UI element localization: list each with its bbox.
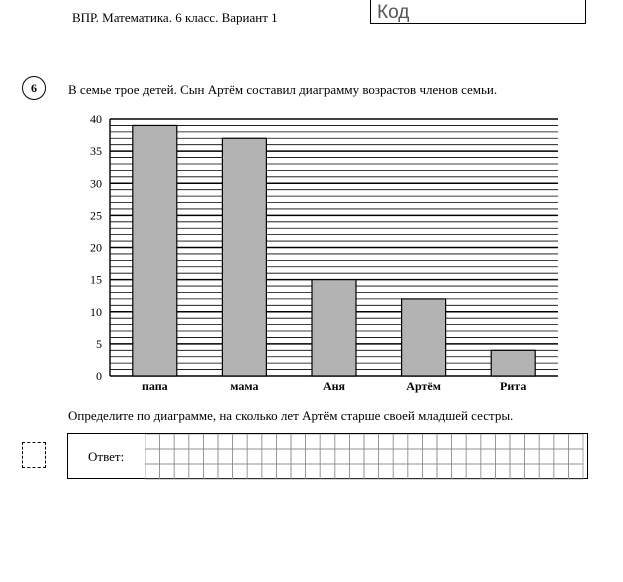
answer-cell[interactable]	[320, 434, 335, 449]
answer-cell[interactable]	[466, 464, 481, 479]
answer-cell[interactable]	[174, 449, 189, 464]
answer-cell[interactable]	[189, 449, 204, 464]
answer-cell[interactable]	[262, 464, 277, 479]
answer-cell[interactable]	[495, 449, 510, 464]
x-category-label: папа	[141, 379, 168, 393]
answer-cell[interactable]	[364, 464, 379, 479]
answer-cell[interactable]	[568, 449, 583, 464]
answer-cell[interactable]	[160, 434, 175, 449]
answer-cell[interactable]	[218, 434, 233, 449]
bar-1	[222, 138, 266, 376]
answer-cell[interactable]	[481, 449, 496, 464]
y-tick-label: 5	[96, 336, 102, 351]
answer-label: Ответ:	[88, 449, 125, 464]
task-number: 6	[22, 76, 46, 100]
answer-cell[interactable]	[408, 434, 423, 449]
answer-cell[interactable]	[160, 464, 175, 479]
x-category-label: мама	[230, 379, 259, 393]
answer-cell[interactable]	[525, 434, 540, 449]
answer-cell[interactable]	[510, 449, 525, 464]
answer-cell[interactable]	[306, 449, 321, 464]
y-tick-label: 15	[90, 272, 102, 287]
answer-cell[interactable]	[335, 464, 350, 479]
answer-cell[interactable]	[276, 449, 291, 464]
answer-cell[interactable]	[233, 449, 248, 464]
score-box	[22, 442, 46, 468]
y-tick-label: 35	[90, 144, 102, 159]
answer-cell[interactable]	[174, 434, 189, 449]
answer-cell[interactable]	[174, 464, 189, 479]
answer-cell[interactable]	[510, 434, 525, 449]
answer-cell[interactable]	[306, 464, 321, 479]
answer-cell[interactable]	[233, 434, 248, 449]
answer-cell[interactable]	[408, 464, 423, 479]
answer-cell[interactable]	[495, 464, 510, 479]
answer-cell[interactable]	[276, 434, 291, 449]
answer-cell[interactable]	[452, 464, 467, 479]
answer-cell[interactable]	[364, 449, 379, 464]
answer-cell[interactable]	[233, 464, 248, 479]
answer-cell[interactable]	[539, 434, 554, 449]
answer-cell[interactable]	[554, 434, 569, 449]
answer-cell[interactable]	[379, 449, 394, 464]
answer-cell[interactable]	[247, 464, 262, 479]
x-category-label: Аня	[322, 379, 346, 393]
answer-cell[interactable]	[539, 464, 554, 479]
answer-cell[interactable]	[203, 464, 218, 479]
answer-box	[67, 433, 588, 479]
answer-cell[interactable]	[525, 464, 540, 479]
answer-cell[interactable]	[466, 449, 481, 464]
answer-cell[interactable]	[262, 449, 277, 464]
answer-cell[interactable]	[437, 449, 452, 464]
answer-cell[interactable]	[247, 449, 262, 464]
x-category-label: Рита	[500, 379, 527, 393]
answer-cell[interactable]	[408, 449, 423, 464]
answer-cell[interactable]	[320, 464, 335, 479]
answer-cell[interactable]	[349, 449, 364, 464]
answer-cell[interactable]	[189, 434, 204, 449]
answer-cell[interactable]	[291, 434, 306, 449]
answer-cell[interactable]	[335, 449, 350, 464]
y-tick-label: 40	[90, 112, 102, 126]
answer-cell[interactable]	[422, 449, 437, 464]
answer-cell[interactable]	[379, 464, 394, 479]
answer-cell[interactable]	[393, 434, 408, 449]
answer-cell[interactable]	[481, 464, 496, 479]
answer-cell[interactable]	[437, 464, 452, 479]
y-tick-label: 10	[90, 304, 102, 319]
answer-cell[interactable]	[481, 434, 496, 449]
answer-cell[interactable]	[276, 464, 291, 479]
answer-cell[interactable]	[160, 449, 175, 464]
answer-cell[interactable]	[189, 464, 204, 479]
y-tick-label: 20	[90, 240, 102, 255]
code-label: Код	[377, 2, 410, 23]
answer-cell[interactable]	[203, 434, 218, 449]
bar-4	[491, 350, 535, 376]
y-tick-label: 0	[96, 369, 102, 383]
x-category-label: Артём	[406, 379, 441, 393]
answer-cell[interactable]	[145, 434, 160, 449]
answer-grid[interactable]	[145, 434, 589, 480]
answer-cell[interactable]	[422, 434, 437, 449]
answer-cell[interactable]	[554, 449, 569, 464]
answer-cell[interactable]	[320, 449, 335, 464]
answer-cell[interactable]	[349, 464, 364, 479]
header-title: ВПР. Математика. 6 класс. Вариант 1	[72, 10, 278, 25]
y-tick-label: 25	[90, 208, 102, 223]
bar-2	[312, 280, 356, 376]
y-tick-label: 30	[90, 176, 102, 191]
answer-cell[interactable]	[437, 434, 452, 449]
answer-cell[interactable]	[262, 434, 277, 449]
answer-cell[interactable]	[364, 434, 379, 449]
answer-cell[interactable]	[145, 449, 160, 464]
task-statement: В семье трое детей. Сын Артём составил диаграмму возрастов членов семьи.	[68, 82, 498, 97]
answer-cell[interactable]	[218, 449, 233, 464]
answer-cell[interactable]	[291, 449, 306, 464]
answer-cell[interactable]	[145, 464, 160, 479]
answer-cell[interactable]	[466, 434, 481, 449]
answer-cell[interactable]	[218, 464, 233, 479]
answer-cell[interactable]	[247, 434, 262, 449]
answer-cell[interactable]	[335, 434, 350, 449]
answer-cell[interactable]	[393, 464, 408, 479]
answer-cell[interactable]	[495, 434, 510, 449]
answer-cell[interactable]	[379, 434, 394, 449]
task-question: Определите по диаграмме, на сколько лет Артём старше своей младшей сестры.	[68, 408, 514, 423]
answer-cell[interactable]	[554, 464, 569, 479]
bar-3	[402, 299, 446, 376]
answer-cell[interactable]	[452, 449, 467, 464]
answer-cell[interactable]	[539, 449, 554, 464]
answer-cell[interactable]	[422, 464, 437, 479]
answer-cell[interactable]	[525, 449, 540, 464]
answer-cell[interactable]	[452, 434, 467, 449]
answer-cell[interactable]	[291, 464, 306, 479]
bar-0	[133, 125, 177, 376]
answer-cell[interactable]	[306, 434, 321, 449]
answer-cell[interactable]	[568, 464, 583, 479]
answer-cell[interactable]	[510, 464, 525, 479]
answer-cell[interactable]	[393, 449, 408, 464]
answer-cell[interactable]	[349, 434, 364, 449]
answer-cell[interactable]	[568, 434, 583, 449]
answer-cell[interactable]	[203, 449, 218, 464]
